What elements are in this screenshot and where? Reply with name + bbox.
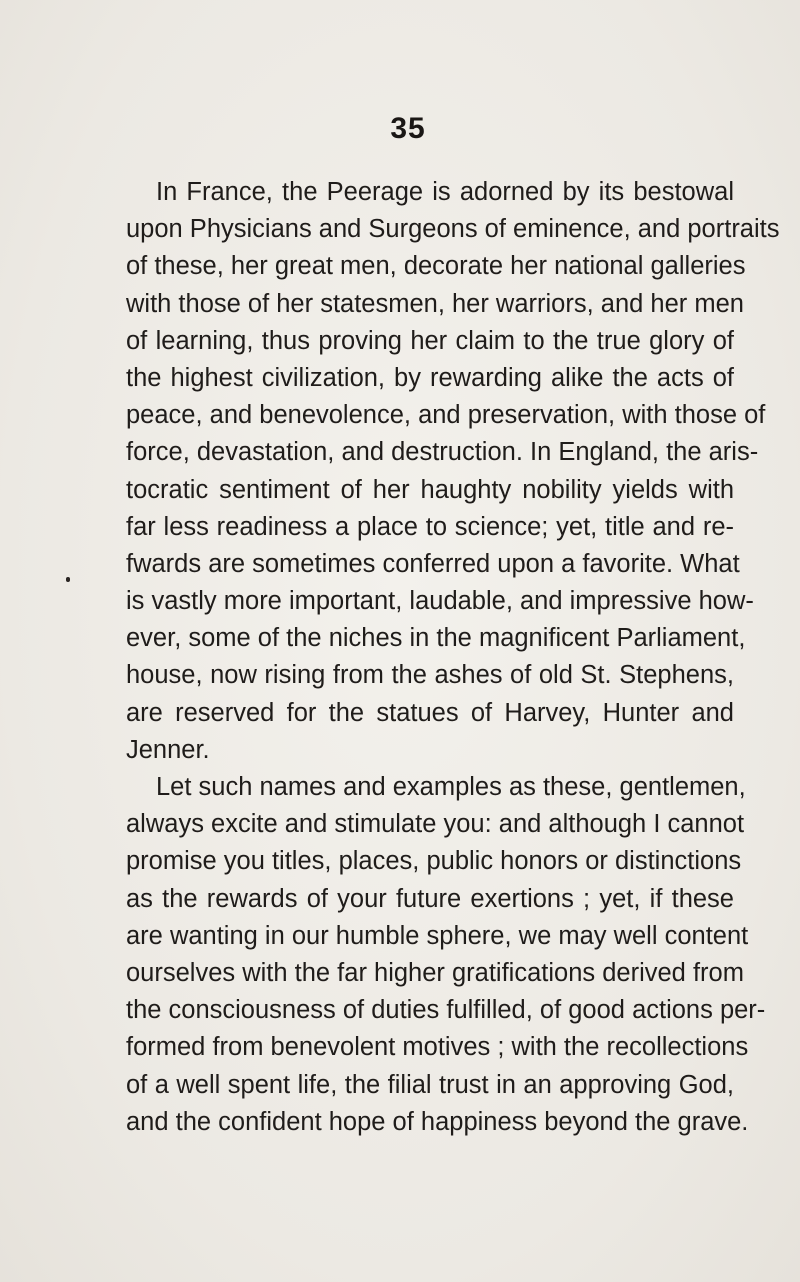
text-line: of these, her great men, decorate her national galleries	[126, 252, 746, 281]
text-line: Let such names and examples as these, gentlemen,	[156, 773, 746, 801]
text-line: In France, the Peerage is adorned by its bestowal	[156, 178, 734, 206]
text-line: with those of her statesmen, her warriors, and her men	[126, 289, 744, 318]
text-line: are wanting in our humble sphere, we may well content	[126, 921, 749, 950]
text-line: fwards are sometimes conferred upon a favorite. What	[126, 549, 740, 578]
text-line: of learning, thus proving her claim to the true glory of	[126, 326, 734, 355]
text-line: force, devastation, and destruction. In England, the aris-	[126, 438, 759, 467]
text-line: ourselves with the far higher gratifications derived from	[126, 958, 744, 987]
text-line: the consciousness of duties fulfilled, of good actions per-	[126, 996, 766, 1025]
text-line: tocratic sentiment of her haughty nobility yields with	[126, 475, 734, 504]
text-line: Jenner.	[126, 735, 210, 764]
body-text	[126, 174, 780, 1141]
text-line: ever, some of the niches in the magnificent Parliament,	[126, 624, 746, 653]
text-line: always excite and stimulate you: and although I cannot	[126, 810, 745, 839]
text-line: is vastly more important, laudable, and impressive how-	[126, 587, 754, 616]
text-line: of a well spent life, the filial trust in an approving God,	[126, 1070, 734, 1099]
text-line: house, now rising from the ashes of old St. Stephens,	[126, 661, 734, 690]
text-line: the highest civilization, by rewarding alike the acts of	[126, 363, 734, 392]
text-line: upon Physicians and Surgeons of eminence, and portraits	[126, 215, 780, 244]
text-line: peace, and benevolence, and preservation, with those of	[126, 401, 766, 430]
margin-mark	[66, 577, 70, 582]
text-line: formed from benevolent motives ; with the recollections	[126, 1033, 749, 1062]
text-line: as the rewards of your future exertions ; yet, if these	[126, 884, 734, 913]
text-line: far less readiness a place to science; yet, title and re-	[126, 512, 734, 541]
page-number: 35	[390, 112, 426, 145]
paragraph-1	[126, 174, 780, 769]
text-line: and the confident hope of happiness beyond the grave.	[126, 1107, 749, 1136]
text-line: promise you titles, places, public honors or distinctions	[126, 847, 742, 876]
paragraph-2	[126, 769, 766, 1141]
text-line: are reserved for the statues of Harvey, Hunter and	[126, 698, 734, 727]
